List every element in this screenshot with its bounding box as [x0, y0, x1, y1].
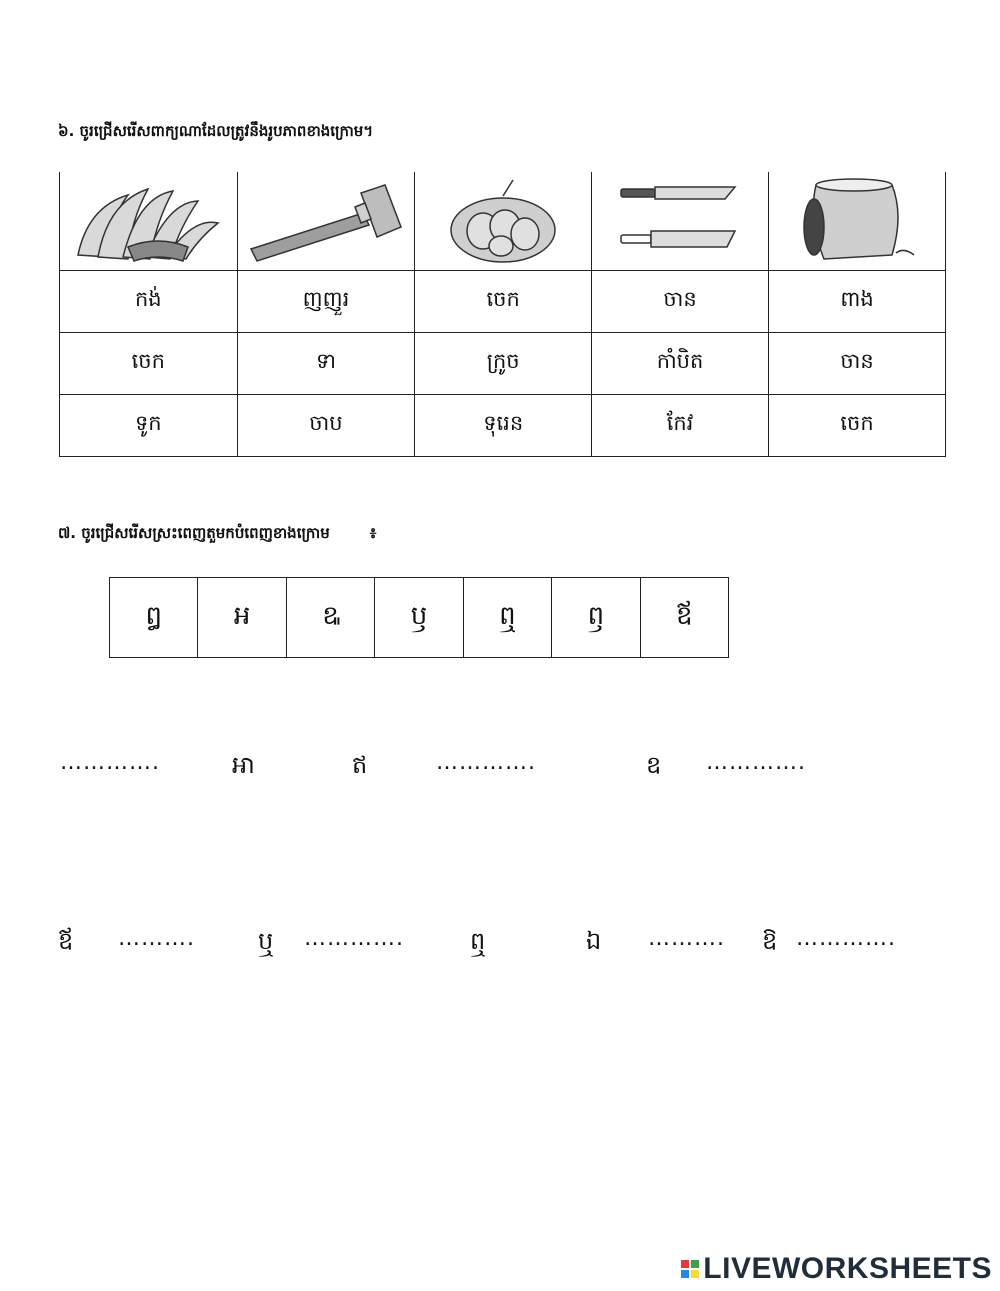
word-option[interactable]: ពាង [769, 271, 946, 333]
picture-cell [592, 172, 769, 271]
picture-cell [237, 172, 415, 271]
word-option[interactable]: កាំបិត [592, 333, 769, 395]
blank-field[interactable]: ………. [648, 926, 725, 951]
picture-cell [60, 172, 238, 271]
given-vowel: ឱ [762, 927, 778, 955]
knives-icon [615, 181, 745, 261]
word-option[interactable]: ចាប [237, 395, 415, 457]
word-option[interactable]: ចេក [769, 395, 946, 457]
heading-colon: ៖ [369, 524, 377, 542]
vowel-bank [109, 577, 729, 658]
picture-word-table [59, 172, 946, 457]
word-option[interactable]: កែវ [592, 395, 769, 457]
vowel-option[interactable]: ឪ [640, 578, 728, 658]
blank-field[interactable]: …………. [304, 926, 404, 951]
given-vowel: ឥ [352, 751, 368, 779]
logo-icon [681, 1260, 699, 1278]
blank-field[interactable]: …………. [60, 750, 160, 775]
given-vowel: ឮ [470, 927, 486, 955]
blank-field[interactable]: …………. [436, 750, 536, 775]
given-vowel: ឧ [646, 751, 662, 779]
fill-line-2 [0, 926, 1000, 966]
vowel-option[interactable]: ឰ [110, 578, 198, 658]
section-7-heading-text: ៧. ចូរជ្រើសរើសស្រះពេញតួមកបំពេញខាងក្រោម [58, 524, 330, 542]
fill-line-1 [0, 750, 1000, 790]
vowel-option[interactable]: ឫ [375, 578, 463, 658]
blank-field[interactable]: ………. [118, 926, 195, 951]
banana-icon [68, 177, 228, 265]
word-option[interactable]: ទា [237, 333, 415, 395]
section-7-heading [58, 524, 376, 546]
vowel-option[interactable]: ឭ [552, 578, 640, 658]
given-vowel: អា [232, 751, 255, 779]
hammer-icon [243, 177, 408, 265]
section-6-heading: ៦. ចូរជ្រើសរើសពាក្យណាដែលត្រូវនឹងរូបភាពខាងក្រោម។ [58, 122, 374, 140]
logo-square [681, 1260, 689, 1268]
given-vowel: ឯ [586, 927, 602, 955]
picture-cell [769, 172, 946, 271]
picture-cell [415, 172, 592, 271]
word-option[interactable]: ចេក [415, 271, 592, 333]
vowel-option[interactable]: ឩ [286, 578, 374, 658]
word-option[interactable]: ចាន [769, 333, 946, 395]
vowel-option[interactable]: ឮ [463, 578, 551, 658]
word-option[interactable]: ក្រូច [415, 333, 592, 395]
blank-field[interactable]: …………. [796, 926, 896, 951]
pot-icon [792, 175, 922, 267]
logo-square [691, 1260, 699, 1268]
given-vowel: ឬ [258, 927, 274, 955]
word-option[interactable]: ទុរេន [415, 395, 592, 457]
word-option[interactable]: កង់ [60, 271, 238, 333]
logo-square [681, 1270, 689, 1278]
word-option[interactable]: ទូក [60, 395, 238, 457]
durian-icon [443, 176, 563, 266]
blank-field[interactable]: …………. [706, 750, 806, 775]
word-option[interactable]: ញញួរ [237, 271, 415, 333]
vowel-option[interactable]: អ [198, 578, 286, 658]
word-option[interactable]: ចេក [60, 333, 238, 395]
brand-name: LIVEWORKSHEETS [703, 1252, 992, 1285]
liveworksheets-logo [681, 1252, 992, 1286]
given-vowel: ឪ [58, 927, 74, 955]
word-option[interactable]: ចាន [592, 271, 769, 333]
logo-square [691, 1270, 699, 1278]
